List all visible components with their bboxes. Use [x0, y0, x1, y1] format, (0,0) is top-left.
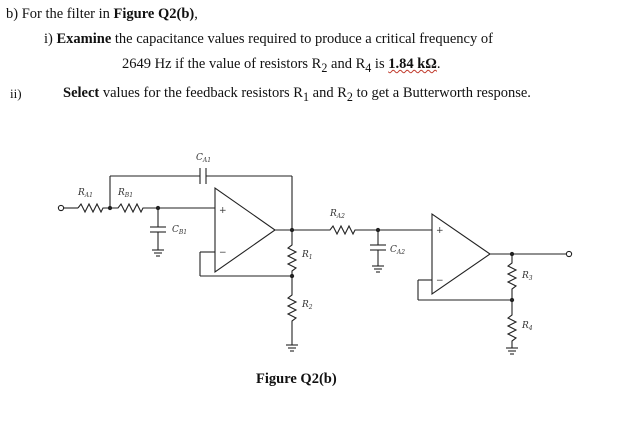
part2-text-b: and R	[309, 85, 347, 101]
header-text: b) For the filter in	[6, 6, 114, 22]
label-ra2: $R_{A2}$	[330, 209, 345, 220]
opamp-1	[215, 188, 275, 272]
opamp2-plus: +	[436, 226, 444, 236]
figure-caption: Figure Q2(b)	[256, 371, 337, 387]
part1-number: i)	[44, 31, 53, 47]
header-punct: ,	[194, 6, 198, 22]
resistor-r4	[508, 300, 516, 348]
label-rb1: $R_{B1}$	[118, 188, 134, 199]
part1-verb: Examine	[56, 31, 112, 47]
resistor-rb1	[110, 204, 158, 212]
label-r3: $R_3$	[522, 271, 533, 282]
label-r2: $R_2$	[302, 300, 313, 311]
part1-and: and R	[327, 56, 366, 72]
label-ca2: $C_{A2}$	[390, 245, 406, 256]
resistor-ra1	[78, 204, 110, 212]
part2-text-a: values for the feedback resistors R	[99, 85, 303, 101]
part2-number: ii)	[10, 86, 22, 101]
resistor-r3	[508, 254, 516, 300]
header-figure-ref: Figure Q2(b)	[113, 6, 195, 22]
part1-is: is	[371, 56, 389, 72]
r2-subscript: 2	[321, 60, 328, 75]
resistor-ra2	[320, 226, 378, 234]
part1-text: the capacitance values required to produce a critical frequency of	[111, 31, 493, 47]
r2-subscript-2: 2	[346, 89, 353, 104]
part1-line2-text: 2649 Hz if the value of resistors R	[122, 56, 322, 72]
input-terminal	[58, 205, 63, 210]
part2-text-c: to get a Butterworth response.	[352, 85, 531, 101]
opamp1-minus: −	[219, 248, 227, 258]
opamp2-minus: −	[436, 276, 444, 286]
label-r1: $R_1$	[302, 250, 313, 261]
label-ca1: $C_{A1}$	[196, 153, 212, 164]
r1-subscript: 1	[302, 89, 310, 104]
label-ra1: $R_{A1}$	[78, 188, 93, 199]
output-terminal	[566, 251, 571, 256]
part1-end: .	[436, 56, 441, 72]
resistor-r2	[288, 276, 296, 345]
part2-verb: Select	[63, 85, 100, 101]
label-cb1: $C_{B1}$	[172, 225, 188, 236]
opamp1-plus: +	[219, 206, 227, 216]
resistor-r1	[288, 230, 296, 276]
resistor-value: 1.84 kΩ	[388, 56, 437, 72]
label-r4: $R_4$	[522, 321, 533, 332]
r4-subscript: 4	[365, 60, 372, 75]
